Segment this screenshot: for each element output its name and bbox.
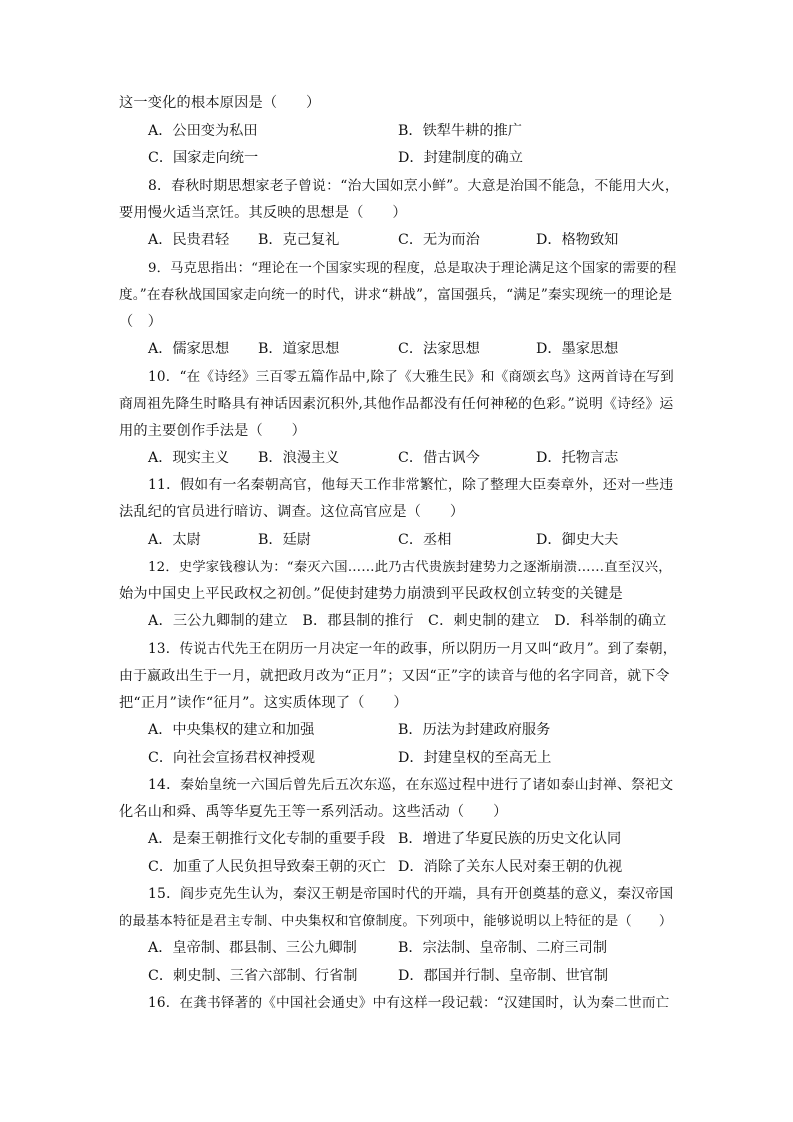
q10-option-b: B．浪漫主义 [258, 450, 340, 466]
q11-option-a: A．太尉 [148, 532, 201, 548]
q10-option-a: A．现实主义 [148, 450, 230, 466]
q14-option-a: A．是秦王朝推行文化专制的重要手段 [148, 831, 386, 847]
q14-option-b: B．增进了华夏民族的历史文化认同 [398, 831, 622, 847]
q9-option-b: B．道家思想 [258, 341, 340, 357]
q7-option-b: B．铁犁牛耕的推广 [398, 123, 522, 139]
q9-option-a: A．儒家思想 [148, 341, 230, 357]
q13-stem-line3: 把“正月”读作“征月”。这实质体现了（ ） [119, 695, 408, 711]
q12-stem-line2: 始为中国史上平民政权之初创。”促使封建势力崩溃到平民政权创立转变的关键是 [119, 586, 623, 602]
q8-option-a: A．民贵君轻 [148, 232, 230, 248]
q7-option-a: A．公田变为私田 [148, 123, 258, 139]
q13-option-a: A．中央集权的建立和加强 [148, 722, 315, 738]
q9-option-c: C．法家思想 [398, 341, 480, 357]
q10-option-c: C．借古讽今 [398, 450, 480, 466]
q16-stem-line1: 16．在龚书铎著的《中国社会通史》中有这样一段记载：“汉建国时，认为秦二世而亡 [148, 995, 670, 1011]
q7-option-c: C．国家走向统一 [148, 150, 259, 166]
q14-option-d: D．消除了关东人民对秦王朝的仇视 [398, 859, 623, 875]
q15-option-b: B．宗法制、皇帝制、二府三司制 [398, 940, 608, 956]
q13-option-d: D．封建皇权的至高无上 [398, 750, 552, 766]
q10-stem-line1: 10．“在《诗经》三百零五篇作品中,除了《大雅生民》和《商颂玄鸟》这两首诗在写到 [148, 369, 674, 385]
q13-option-c: C．向社会宣扬君权神授观 [148, 750, 315, 766]
q15-stem-line2: 的最基本特征是君主专制、中央集权和官僚制度。下列项中，能够说明以上特征的是（ ） [119, 914, 673, 929]
q8-stem-line2: 要用慢火适当烹饪。其反映的思想是（ ） [119, 205, 407, 221]
q11-stem-line2: 法乱纪的官员进行暗访、调查。这位高官应是（ ） [119, 504, 465, 520]
q8-option-c: C．无为而治 [398, 232, 480, 248]
q9-option-d: D．墨家思想 [536, 341, 619, 357]
q9-stem-line3: （ ） [119, 314, 163, 330]
q7-option-d: D．封建制度的确立 [398, 150, 523, 166]
q15-stem-line1: 15．阎步克先生认为，秦汉王朝是帝国时代的开端，具有开创奠基的意义，秦汉帝国 [148, 886, 674, 902]
q15-option-c: C．刺史制、三省六部制、行省制 [148, 968, 358, 984]
q10-option-d: D．托物言志 [536, 450, 619, 466]
q11-option-c: C．丞相 [398, 532, 452, 548]
q14-stem-line1: 14．秦始皇统一六国后曾先后五次东巡，在东巡过程中进行了诸如泰山封禅、祭祀文 [148, 777, 674, 793]
q8-stem-line1: 8．春秋时期思想家老子曾说：“治大国如烹小鲜”。大意是治国不能急，不能用大火， [148, 178, 679, 194]
q11-option-d: D．御史大夫 [536, 532, 619, 548]
q10-stem-line2: 商周祖先降生时略具有神话因素沉积外,其他作品都没有任何神秘的色彩。”说明《诗经》运 [119, 396, 674, 412]
q13-stem-line2: 由于嬴政出生于一月，就把政月改为“正月”；又因“正”字的读音与他的名字同音，就下令 [119, 668, 670, 684]
q13-stem-line1: 13．传说古代先王在阴历一月决定一年的政事，所以阴历一月又叫“政月”。到了秦朝， [148, 641, 677, 657]
q12-options: A．三公九卿制的建立 B．郡县制的推行 C．刺史制的建立 D．科举制的确立 [148, 613, 667, 629]
q9-stem-line2: 度。”在春秋战国国家走向统一的时代，讲求“耕战”，富国强兵，“满足”秦实现统一的理论是 [119, 287, 673, 303]
q12-stem-line1: 12．史学家钱穆认为：“秦灭六国……此乃古代贵族封建势力之逐渐崩溃……直至汉兴， [148, 560, 672, 575]
q10-stem-line3: 用的主要创作手法是（ ） [119, 423, 307, 439]
q14-stem-line2: 化名山和舜、禹等华夏先王等一系列活动。这些活动（ ） [119, 804, 508, 820]
q14-option-c: C．加重了人民负担导致秦王朝的灭亡 [148, 859, 386, 875]
q11-stem-line1: 11．假如有一名秦朝高官，他每天工作非常繁忙，除了整理大臣奏章外，还对一些违 [148, 477, 674, 493]
q9-stem-line1: 9．马克思指出：“理论在一个国家实现的程度，总是取决于理论满足这个国家的需要的程 [148, 261, 677, 276]
q15-option-d: D．郡国并行制、皇帝制、世官制 [398, 968, 609, 984]
q15-option-a: A．皇帝制、郡县制、三公九卿制 [148, 940, 357, 956]
q8-option-b: B．克己复礼 [258, 232, 340, 248]
q13-option-b: B．历法为封建政府服务 [398, 722, 551, 738]
question-continuation: 这一变化的根本原因是（ ） [119, 95, 321, 111]
q8-option-d: D．格物致知 [536, 232, 619, 248]
q11-option-b: B．廷尉 [258, 532, 311, 548]
